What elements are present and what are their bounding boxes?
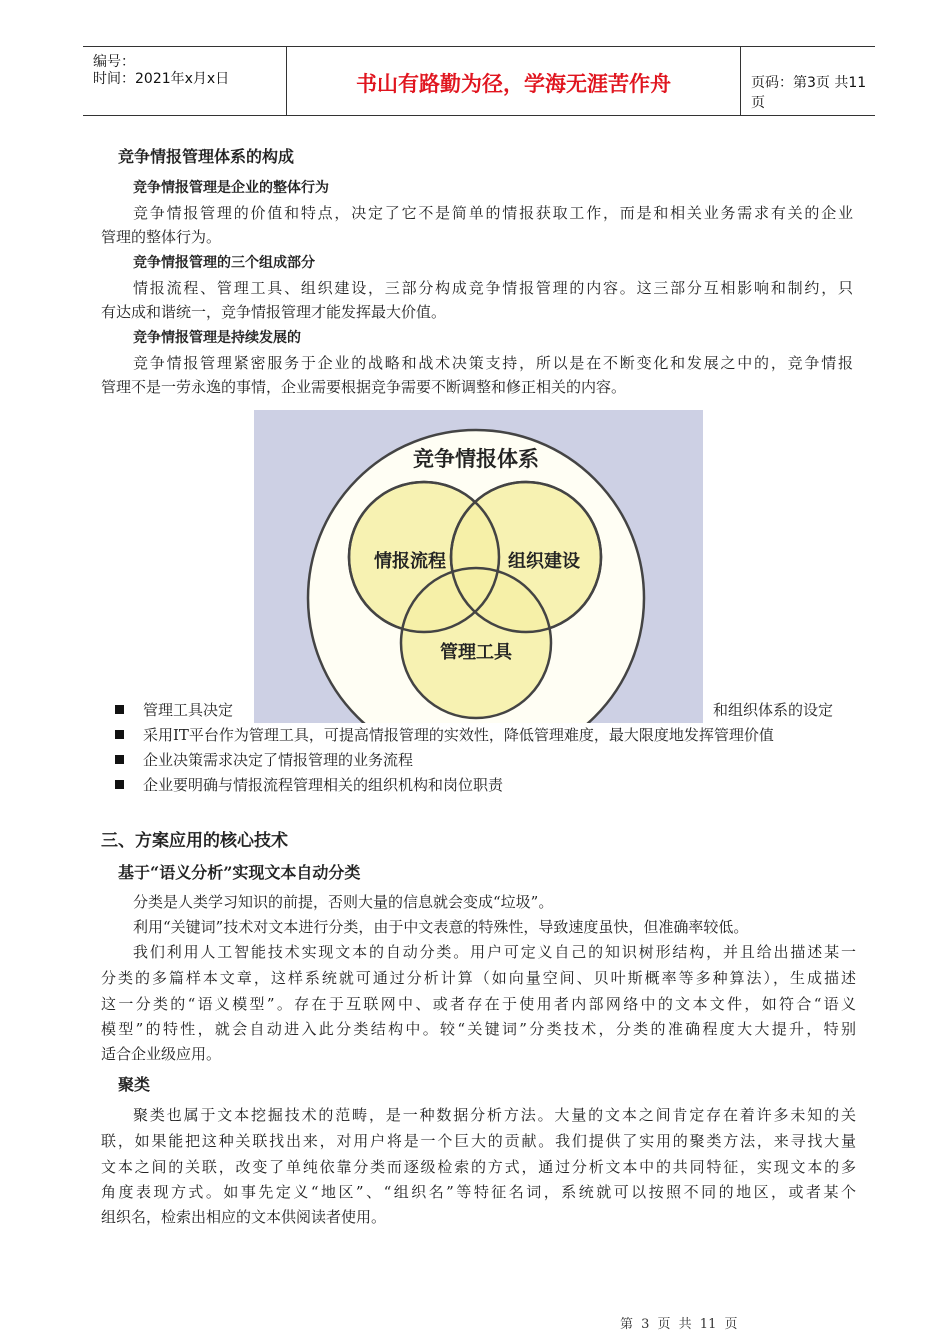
subheading: 竞争情报管理是持续发展的: [133, 330, 301, 346]
bullet-text: 和组织体系的设定: [713, 701, 834, 719]
bullet-text: 管理工具决定: [143, 701, 234, 719]
paragraph-line: 情报流程、管理工具、组织建设，三部分构成竞争情报管理的内容。这三部分互相影响和制约，只: [133, 279, 853, 297]
paragraph-line: 利用“关键词”技术对文本进行分类，由于中文表意的特殊性，导致速度虽快，但准确率较低。: [133, 918, 749, 936]
subheading: 竞争情报管理是企业的整体行为: [133, 180, 329, 196]
paragraph-line: 分类的多篇样本文章，这样系统就可通过分析计算（如向量空间、贝叶斯概率等多种算法），生成描述: [101, 969, 856, 987]
document-date: 时间：2021年x月x日: [93, 71, 230, 87]
paragraph-line: 管理的整体行为。: [101, 228, 222, 246]
paragraph-line: 这一分类的“语义模型”。存在于互联网中、或者存在于使用者内部网络中的文本文件，如符合“语义: [101, 995, 856, 1013]
paragraph-line: 联，如果能把这种关联找出来，对用户将是一个巨大的贡献。我们提供了实用的聚类方法，来寻找大量: [101, 1132, 856, 1150]
label-info-process: 情报流程: [374, 551, 446, 572]
page-footer: 第 3 页 共 11 页: [620, 1317, 738, 1332]
paragraph-line: 模型”的特性，就会自动进入此分类结构中。较“关键词”分类技术，分类的准确程度大大提升，特别: [101, 1020, 856, 1038]
ci-system-diagram: [254, 410, 703, 723]
motto: 书山有路勤为径，学海无涯苦作舟: [356, 72, 671, 96]
paragraph-line: 我们利用人工智能技术实现文本的自动分类。用户可定义自己的知识树形结构，并且给出描述某一: [133, 943, 856, 961]
document-number: 编号：: [93, 54, 135, 70]
section-title: 三、方案应用的核心技术: [101, 831, 288, 851]
page-header: [83, 46, 875, 116]
paragraph-line: 适合企业级应用。: [101, 1045, 222, 1063]
paragraph-line: 管理不是一劳永逸的事情，企业需要根据竞争需要不断调整和修正相关的内容。: [101, 378, 627, 396]
subheading: 聚类: [118, 1075, 151, 1094]
header-motto-cell: [287, 47, 741, 115]
paragraph-line: 文本之间的关联，改变了单纯依靠分类而逐级检索的方式，通过分析文本中的共同特征，实现文本的多: [101, 1158, 856, 1176]
paragraph-line: 角度表现方式。如事先定义“地区”、“组织名”等特征名词，系统就可以按照不同的地区，或者某个: [101, 1183, 856, 1201]
bullet-marker: [115, 755, 124, 764]
header-page-number: 页码：第3页 共11页: [751, 75, 867, 111]
bullet-text: 企业决策需求决定了情报管理的业务流程: [143, 751, 414, 769]
outer-label: 竞争情报体系: [413, 447, 539, 471]
bullet-text: 采用IT平台作为管理工具，可提高情报管理的实效性，降低管理难度，最大限度地发挥管理价值: [143, 726, 774, 744]
label-org-building: 组织建设: [508, 551, 580, 572]
paragraph-line: 竞争情报管理的价值和特点，决定了它不是简单的情报获取工作，而是和相关业务需求有关的企业: [133, 204, 853, 222]
paragraph-line: 组织名，检索出相应的文本供阅读者使用。: [101, 1208, 387, 1226]
bullet-marker: [115, 780, 124, 789]
header-page-cell: [741, 47, 875, 115]
bullet-marker: [115, 705, 124, 714]
header-meta-cell: [83, 47, 287, 115]
label-management-tools: 管理工具: [440, 642, 512, 663]
section-title: 竞争情报管理体系的构成: [118, 147, 295, 166]
subheading: 基于“语义分析”实现文本自动分类: [118, 863, 361, 882]
venn-diagram: [254, 410, 703, 723]
paragraph-line: 竞争情报管理紧密服务于企业的战略和战术决策支持，所以是在不断变化和发展之中的，竞争情报: [133, 354, 853, 372]
subheading: 竞争情报管理的三个组成部分: [133, 255, 315, 271]
paragraph-line: 有达成和谐统一，竞争情报管理才能发挥最大价值。: [101, 303, 447, 321]
paragraph-line: 聚类也属于文本挖掘技术的范畴，是一种数据分析方法。大量的文本之间肯定存在着许多未知的关: [133, 1106, 856, 1124]
bullet-marker: [115, 730, 124, 739]
paragraph-line: 分类是人类学习知识的前提，否则大量的信息就会变成“垃圾”。: [133, 893, 554, 911]
bullet-text: 企业要明确与情报流程管理相关的组织机构和岗位职责: [143, 776, 504, 794]
